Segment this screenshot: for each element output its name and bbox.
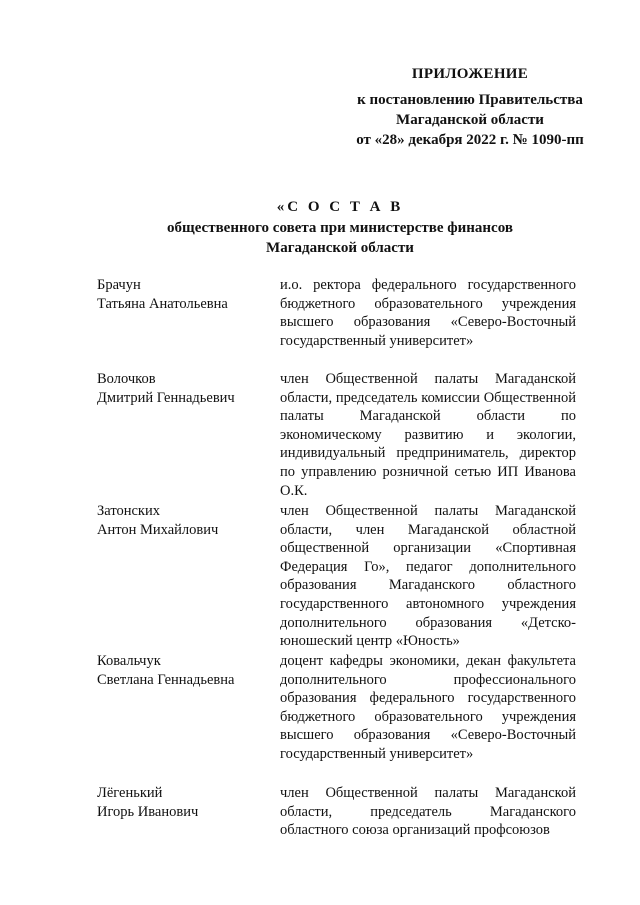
document-subtitle <box>0 218 640 258</box>
member-entry <box>0 370 640 499</box>
member-role: член Общественной палаты Магаданской области, председатель комиссии Общественной палаты Магаданской области по экономическому развитию и экологии, индивидуальный предприниматель, директор по управлению розничной сетью ИП Иванова О.К. <box>280 371 576 499</box>
appendix-date: от «28» декабря 2022 г. № 1090-пп <box>356 132 584 148</box>
member-given-names: Светлана Геннадьевна <box>97 671 235 688</box>
member-name <box>97 370 277 482</box>
member-name <box>97 652 277 764</box>
member-name <box>97 784 277 840</box>
document-title: «С О С Т А В <box>276 199 404 215</box>
member-surname: Брачун <box>97 277 141 293</box>
member-role: член Общественной палаты Магаданской области, член Магаданской областной общественной организации «Спортивная Федерация Го», педагог дополнительного образования Магаданского областного государственного автономного учреждения дополнительного образования «Детско-юношеский центр «Юность» <box>280 503 576 650</box>
member-given-names: Игорь Иванович <box>97 803 199 820</box>
appendix-reference-line: к постановлению Правительства <box>357 92 583 108</box>
member-surname: Затонских <box>97 503 160 519</box>
appendix-reference-line: Магаданской области <box>396 112 544 128</box>
document-subtitle-line: общественного совета при министерстве финансов <box>167 220 513 236</box>
member-entry <box>0 276 640 350</box>
member-given-names: Антон Михайлович <box>97 521 219 538</box>
member-entry <box>0 784 640 840</box>
member-list <box>0 276 640 860</box>
member-role: доцент кафедры экономики, декан факультета дополнительного профессионального образования федерального государственного бюджетного образовательного учреждения высшего образования «Северо-Восточный государственный университет» <box>280 653 576 762</box>
member-surname: Волочков <box>97 371 156 387</box>
member-name <box>97 502 277 632</box>
member-entry <box>0 502 640 650</box>
member-role: и.о. ректора федерального государственного бюджетного образовательного учреждения высшего образования «Северо-Восточный государственный университет» <box>280 277 576 349</box>
member-role: член Общественной палаты Магаданской области, председатель Магаданского областного союза организаций профсоюзов <box>280 785 576 839</box>
member-name <box>97 276 277 350</box>
member-surname: Ковальчук <box>97 653 161 669</box>
member-entry <box>0 652 640 764</box>
appendix-title: ПРИЛОЖЕНИЕ <box>411 66 529 82</box>
appendix-reference <box>350 90 590 130</box>
document-subtitle-line: Магаданской области <box>266 240 414 256</box>
member-surname: Лёгенький <box>97 785 163 801</box>
member-given-names: Дмитрий Геннадьевич <box>97 389 235 406</box>
member-given-names: Татьяна Анатольевна <box>97 295 228 312</box>
